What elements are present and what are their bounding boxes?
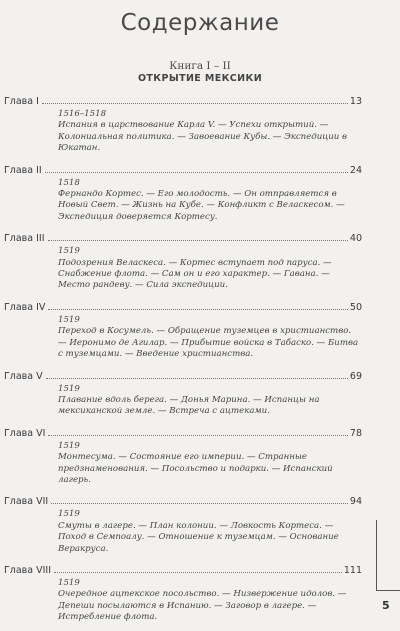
chapter-page: 13 xyxy=(349,96,362,107)
chapter-body xyxy=(0,578,400,624)
book-heading xyxy=(0,60,400,84)
chapter-body xyxy=(0,315,400,361)
dot-leader xyxy=(48,308,347,310)
chapter-year: 1519 xyxy=(58,246,80,257)
page-title: Содержание xyxy=(120,10,280,36)
chapter-body xyxy=(0,246,400,292)
chapter-line xyxy=(0,368,400,382)
chapter-body xyxy=(0,109,400,155)
chapter-page: 69 xyxy=(349,370,362,382)
chapter-body xyxy=(0,384,400,418)
chapter-line xyxy=(0,493,400,507)
chapter-line xyxy=(0,299,400,313)
chapter-body xyxy=(0,509,400,555)
chapter-name: Глава IV xyxy=(4,301,46,313)
chapter-name: Глава VII xyxy=(4,496,49,508)
chapter-line xyxy=(0,230,400,244)
chapter-year: 1519 xyxy=(58,383,80,394)
dot-leader xyxy=(51,502,348,504)
chapter-name: Глава II xyxy=(4,164,42,176)
chapter-page: 111 xyxy=(343,564,362,576)
chapter-name: Глава I xyxy=(4,96,39,107)
chapter-summary: Подозрения Веласкеса. — Кортес вступает под паруса. — Снабжение флота. — Сам он и его характер. — Гавана. — Место рандеву. — Сила экспедиции. xyxy=(58,257,332,291)
table-of-contents xyxy=(0,93,400,631)
chapter-name: Глава III xyxy=(4,233,45,245)
chapter-page: 78 xyxy=(349,427,362,439)
dot-leader xyxy=(48,434,347,436)
margin-rule-horizontal xyxy=(376,590,400,591)
chapter-body xyxy=(0,178,400,224)
chapter-year: 1518 xyxy=(58,177,80,188)
chapter-page: 40 xyxy=(349,233,362,245)
chapter-line xyxy=(0,93,400,107)
dot-leader xyxy=(54,571,342,573)
chapter-page: 94 xyxy=(349,496,362,508)
chapter-summary: Фернандо Кортес. — Его молодость. — Он отправляется в Новый Свет. — Жизнь на Кубе. — Конфликт с Веласкесом. — Экспедиция доверяется Кортесу. xyxy=(58,189,345,222)
chapter-line xyxy=(0,162,400,176)
chapter-name: Глава VIII xyxy=(4,564,52,576)
chapter-page: 24 xyxy=(349,164,362,176)
chapter-year: 1519 xyxy=(58,440,80,451)
chapter-summary: Испания в царствование Карла V. — Успехи открытий. — Колониальная политика. — Завоевание Кубы. — Экспедиции в Юкатан. xyxy=(58,120,348,154)
dot-leader xyxy=(46,377,348,379)
chapter-summary: Плавание вдоль берега. — Донья Марина. — Испанцы на мексиканской земле. — Встреча с ацтеками. xyxy=(58,394,320,417)
chapter-name: Глава V xyxy=(4,370,43,382)
toc-entry[interactable] xyxy=(0,368,400,418)
toc-entry[interactable] xyxy=(0,493,400,555)
chapter-line xyxy=(0,425,400,439)
chapter-year: 1519 xyxy=(58,314,80,325)
chapter-summary: Монтесума. — Состояние его империи. — Странные предзнаменования. — Посольство и подарки. — Испанский лагерь. xyxy=(58,452,333,485)
page-number: 5 xyxy=(382,599,390,612)
toc-entry[interactable] xyxy=(0,230,400,292)
toc-entry[interactable] xyxy=(0,162,400,224)
chapter-line xyxy=(0,562,400,576)
toc-entry[interactable] xyxy=(0,299,400,361)
book-title: ОТКРЫТИЕ МЕКСИКИ xyxy=(137,73,263,84)
chapter-year: 1516–1518 xyxy=(58,109,107,119)
dot-leader xyxy=(45,171,348,173)
chapter-name: Глава VI xyxy=(4,427,46,439)
toc-entry[interactable] xyxy=(0,93,400,155)
dot-leader xyxy=(42,102,348,104)
dot-leader xyxy=(48,239,348,241)
book-label: Книга I – II xyxy=(169,60,231,72)
toc-entry[interactable] xyxy=(0,562,400,624)
toc-entry[interactable] xyxy=(0,425,400,487)
chapter-summary: Смуты в лагере. — План колонии. — Ловкость Кортеса. — Поход в Семпоалу. — Отношение к туземцам. — Основание Веракруса. xyxy=(58,520,339,554)
chapter-year: 1519 xyxy=(58,577,80,588)
chapter-summary: Переход в Косумель. — Обращение туземцев в христианство. — Иеронимо де Агилар. — Прибытие войска в Табаско. — Битва с туземцами. — Введение христианства. xyxy=(58,326,359,360)
margin-rule-vertical xyxy=(376,520,377,590)
chapter-summary: Очередное ацтекское посольство. — Низвержение идолов. — Депеши посылаются в Испанию. — Заговор в лагере. — Истребление флота. xyxy=(58,589,347,623)
chapter-body xyxy=(0,441,400,487)
chapter-page: 50 xyxy=(349,301,362,313)
chapter-year: 1519 xyxy=(58,509,80,520)
